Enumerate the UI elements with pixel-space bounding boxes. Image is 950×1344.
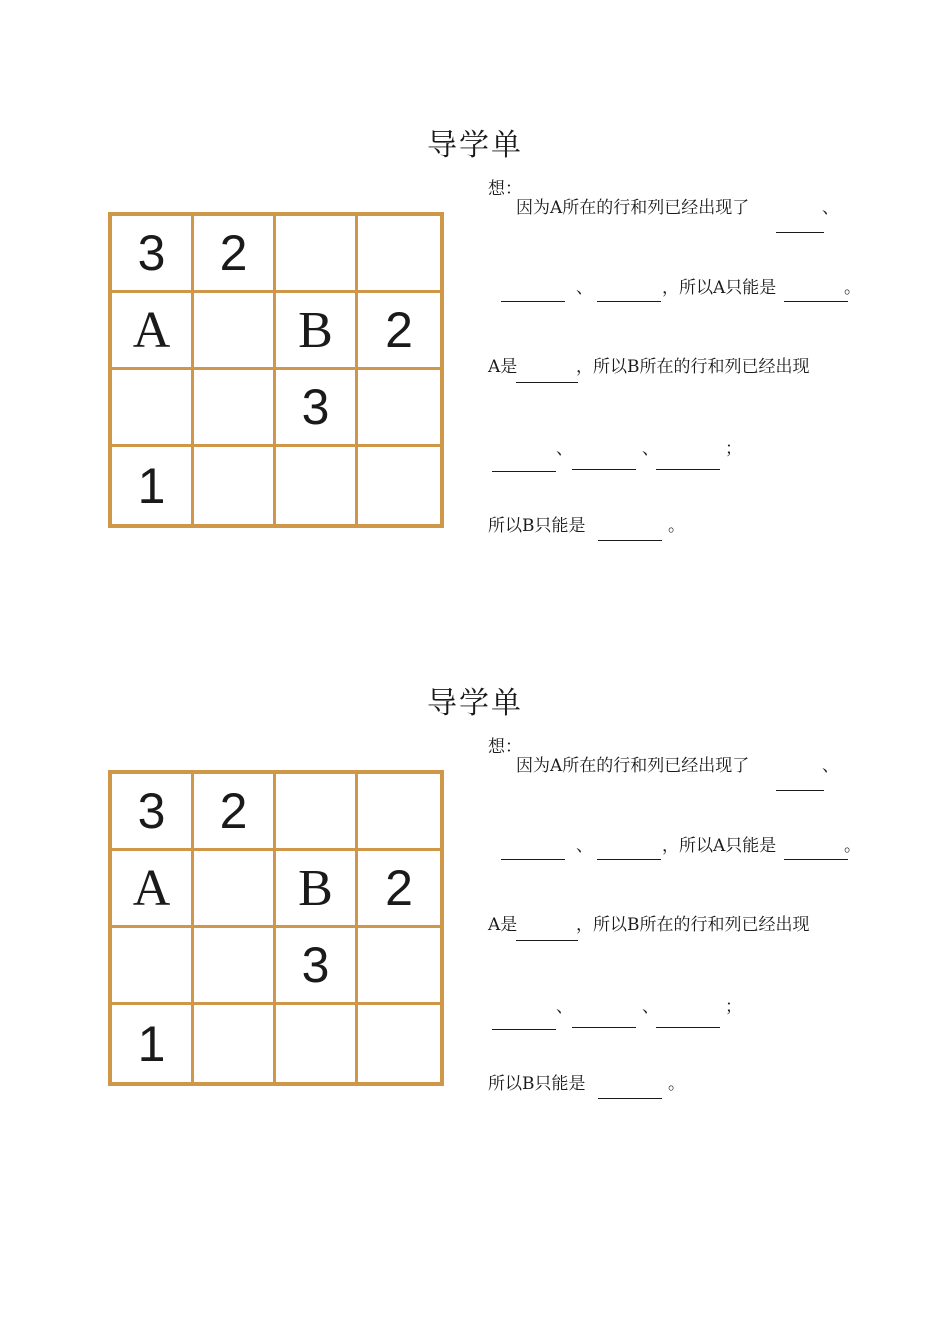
line2-separator: 、	[576, 836, 593, 856]
answer-blank-2[interactable]	[501, 301, 565, 302]
grid-cell	[358, 447, 440, 524]
line4-separator-1: 、	[556, 997, 573, 1017]
worksheet-2	[0, 558, 950, 1118]
grid-cell: 1	[112, 447, 194, 524]
grid-cell: 1	[112, 1005, 194, 1082]
line2-separator: 、	[576, 278, 593, 298]
answer-blank-4[interactable]	[516, 382, 578, 383]
line1-text: 因为A所在的行和列已经出现了	[516, 756, 750, 776]
grid-cell	[358, 370, 440, 447]
answer-blank-3[interactable]	[597, 301, 661, 302]
grid-cell: 2	[194, 216, 276, 293]
answer-blank-5[interactable]	[492, 1029, 556, 1030]
line3-start: A是	[488, 357, 518, 377]
grid-cell	[276, 774, 358, 851]
answer-blank-2[interactable]	[501, 859, 565, 860]
grid-cell	[358, 216, 440, 293]
answer-blank-a[interactable]	[784, 859, 848, 860]
line3-middle: ，所以B所在的行和列已经出现	[576, 915, 810, 935]
grid-cell: 3	[276, 928, 358, 1005]
line1-separator: 、	[822, 756, 839, 776]
grid-cell-a: A	[112, 293, 194, 370]
line4-separator-2: 、	[642, 997, 659, 1017]
line5-start: 所以B只能是	[488, 1074, 586, 1094]
grid-cell: 3	[276, 370, 358, 447]
grid-cell	[194, 851, 276, 928]
grid-cell	[112, 928, 194, 1005]
line2-end: 。	[844, 278, 861, 298]
answer-blank-b[interactable]	[598, 540, 662, 541]
sudoku-grid	[108, 770, 444, 1086]
line1-separator: 、	[822, 198, 839, 218]
grid-cell-b: B	[276, 851, 358, 928]
grid-cell	[194, 928, 276, 1005]
grid-cell	[276, 216, 358, 293]
line3-middle: ，所以B所在的行和列已经出现	[576, 357, 810, 377]
line2-end: 。	[844, 836, 861, 856]
grid-cell	[276, 1005, 358, 1082]
grid-cell	[112, 370, 194, 447]
worksheet-title: 导学单	[427, 128, 523, 163]
grid-cell	[276, 447, 358, 524]
answer-blank-7[interactable]	[656, 1027, 720, 1028]
answer-blank-6[interactable]	[572, 1027, 636, 1028]
line5-start: 所以B只能是	[488, 516, 586, 536]
worksheet-1	[0, 0, 950, 560]
answer-blank-7[interactable]	[656, 469, 720, 470]
think-label: 想：	[488, 737, 522, 757]
answer-blank-6[interactable]	[572, 469, 636, 470]
answer-blank-3[interactable]	[597, 859, 661, 860]
think-label: 想：	[488, 179, 522, 199]
answer-blank-a[interactable]	[784, 301, 848, 302]
line1-text: 因为A所在的行和列已经出现了	[516, 198, 750, 218]
grid-cell: 2	[194, 774, 276, 851]
grid-cell	[194, 1005, 276, 1082]
worksheet-title: 导学单	[427, 686, 523, 721]
grid-cell	[358, 774, 440, 851]
grid-cell: 3	[112, 216, 194, 293]
answer-blank-1[interactable]	[776, 790, 824, 791]
grid-cell	[358, 1005, 440, 1082]
answer-blank-4[interactable]	[516, 940, 578, 941]
line2-middle: ，所以A只能是	[662, 836, 777, 856]
line4-separator-2: 、	[642, 439, 659, 459]
answer-blank-b[interactable]	[598, 1098, 662, 1099]
line5-end: 。	[668, 516, 685, 536]
answer-blank-1[interactable]	[776, 232, 824, 233]
grid-cell-b: B	[276, 293, 358, 370]
line4-end: ；	[725, 997, 742, 1017]
line5-end: 。	[668, 1074, 685, 1094]
grid-cell: 2	[358, 851, 440, 928]
line4-separator-1: 、	[556, 439, 573, 459]
line2-middle: ，所以A只能是	[662, 278, 777, 298]
grid-cell: 3	[112, 774, 194, 851]
answer-blank-5[interactable]	[492, 471, 556, 472]
grid-cell	[358, 928, 440, 1005]
grid-cell	[194, 293, 276, 370]
grid-cell	[194, 447, 276, 524]
grid-cell	[194, 370, 276, 447]
line4-end: ；	[725, 439, 742, 459]
grid-cell: 2	[358, 293, 440, 370]
sudoku-grid	[108, 212, 444, 528]
line3-start: A是	[488, 915, 518, 935]
grid-cell-a: A	[112, 851, 194, 928]
